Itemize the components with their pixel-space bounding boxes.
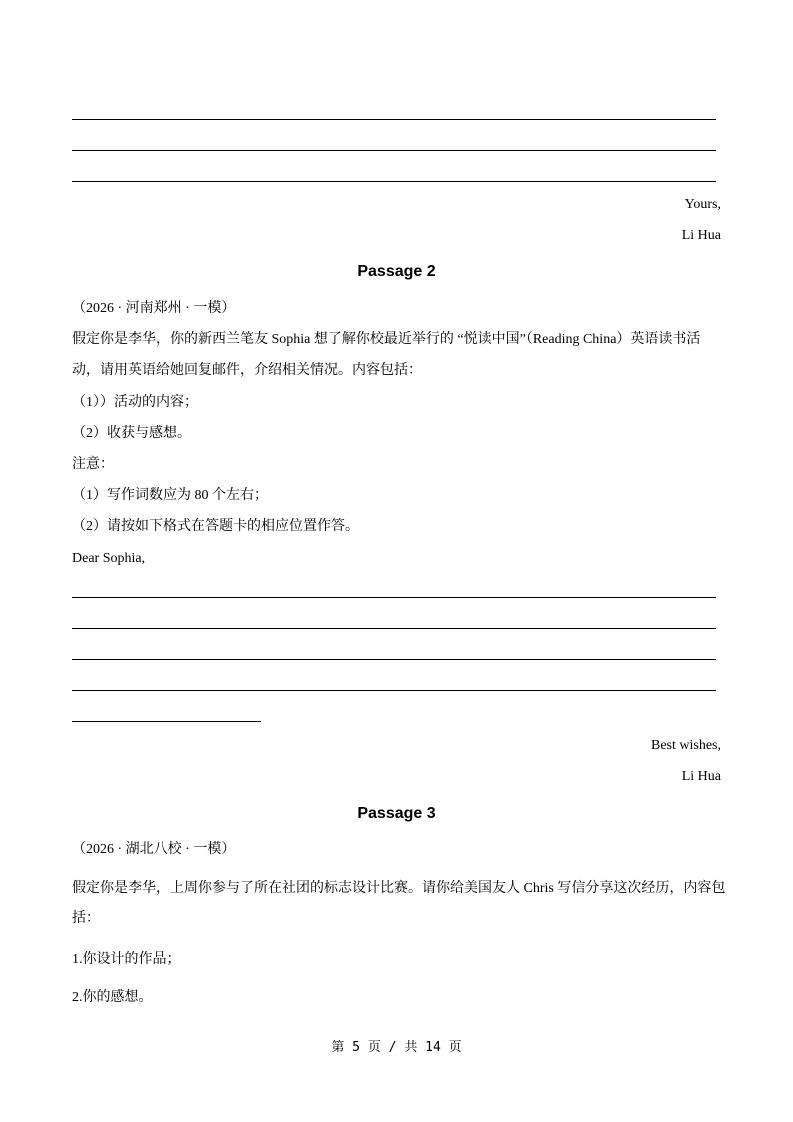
passage-2-prompt: 假定你是李华，你的新西兰笔友 Sophia 想了解你校最近举行的 “悦读中国”（Reading China）英语读书活 bbox=[72, 332, 701, 347]
signature: Li Hua bbox=[681, 769, 721, 784]
passage-2-title: Passage 2 bbox=[357, 263, 436, 280]
passage-3-prompt: 括： bbox=[72, 911, 100, 926]
passage-3-source: （2026 · 湖北八校 · 一模） bbox=[72, 842, 236, 857]
closing: Yours, bbox=[684, 197, 721, 212]
point-item: 1.你设计的作品； bbox=[72, 952, 181, 967]
answer-line bbox=[72, 659, 716, 660]
answer-line bbox=[72, 597, 716, 598]
answer-line bbox=[72, 628, 716, 629]
note-label: 注意： bbox=[72, 457, 114, 472]
note-item: （1）写作词数应为 80 个左右； bbox=[72, 488, 268, 503]
signature: Li Hua bbox=[681, 228, 721, 243]
passage-3-prompt: 假定你是李华，上周你参与了所在社团的标志设计比赛。请你给美国友人 Chris 写信分享这次经历，内容包 bbox=[72, 881, 726, 896]
note-item: （2）请按如下格式在答题卡的相应位置作答。 bbox=[72, 519, 359, 534]
page-footer: 第 5 页 / 共 14 页 bbox=[331, 1040, 462, 1055]
answer-line bbox=[72, 181, 716, 182]
passage-2-prompt: 动，请用英语给她回复邮件，介绍相关情况。内容包括： bbox=[72, 363, 422, 378]
answer-line bbox=[72, 119, 716, 120]
answer-line-short bbox=[72, 721, 261, 722]
point-item: （1））活动的内容； bbox=[72, 395, 198, 410]
point-item: （2）收获与感想。 bbox=[72, 426, 191, 441]
answer-line bbox=[72, 150, 716, 151]
passage-3-title: Passage 3 bbox=[357, 805, 436, 822]
closing: Best wishes, bbox=[651, 738, 721, 753]
point-item: 2.你的感想。 bbox=[72, 990, 153, 1005]
passage-2-source: （2026 · 河南郑州 · 一模） bbox=[72, 301, 236, 316]
greeting: Dear Sophia, bbox=[72, 551, 146, 566]
answer-line bbox=[72, 690, 716, 691]
